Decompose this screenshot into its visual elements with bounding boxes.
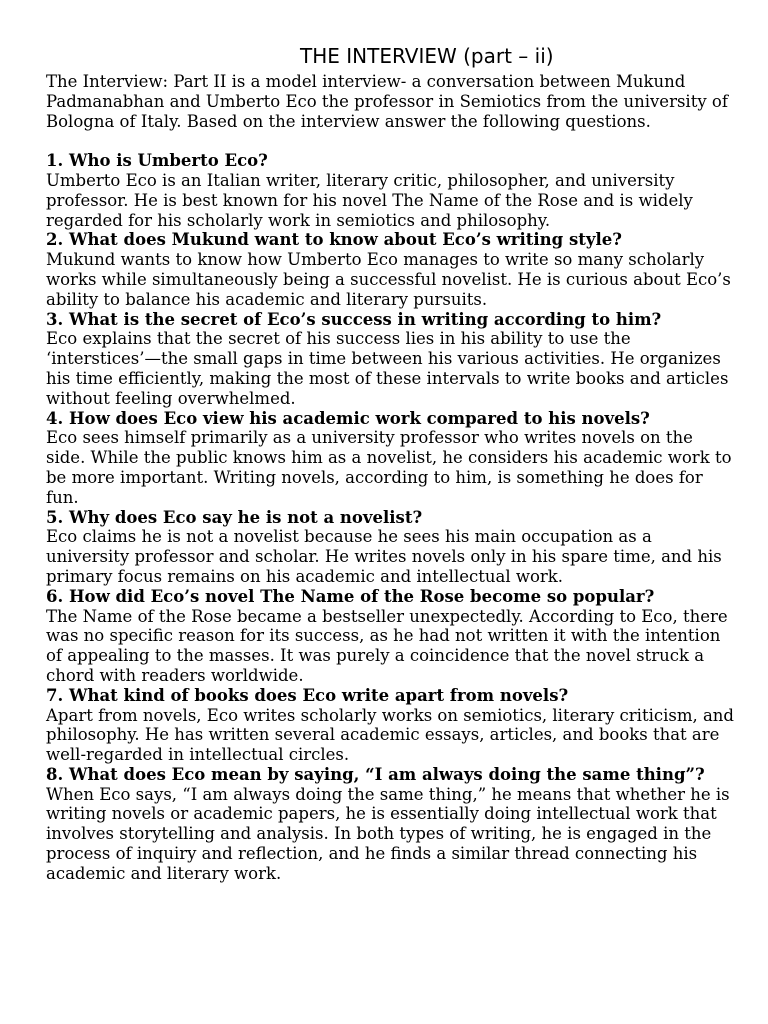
qa-item-8 xyxy=(46,765,736,884)
answer-3: Eco explains that the secret of his success lies in his ability to use the ‘interstices’—the small gaps in time between his various activities. He organizes his time efficiently, making the most of these intervals to write books and articles without feeling overwhelmed. xyxy=(46,329,729,408)
qa-item-3 xyxy=(46,310,736,409)
question-4: 4. How does Eco view his academic work compared to his novels? xyxy=(46,408,650,428)
answer-5: Eco claims he is not a novelist because he sees his main occupation as a university professor and scholar. He writes novels only in his spare time, and his primary focus remains on his academic and intellectual work. xyxy=(46,527,722,586)
qa-item-1 xyxy=(46,151,736,230)
qa-item-4 xyxy=(46,409,736,508)
document-title: THE INTERVIEW (part – ii) xyxy=(300,44,554,68)
answer-6: The Name of the Rose became a bestseller unexpectedly. According to Eco, there was no specific reason for its success, as he had not written it with the intention of appealing to the masses. It was purely a coincidence that the novel struck a chord with readers worldwide. xyxy=(46,606,728,685)
document-page xyxy=(46,40,736,884)
question-7: 7. What kind of books does Eco write apart from novels? xyxy=(46,685,569,705)
question-3: 3. What is the secret of Eco’s success in writing according to him? xyxy=(46,309,662,329)
question-5: 5. Why does Eco say he is not a novelist? xyxy=(46,507,423,527)
qa-item-5 xyxy=(46,508,736,587)
intro-paragraph: The Interview: Part II is a model interview- a conversation between Mukund Padmanabhan and Umberto Eco the professor in Semiotics from the university of Bologna of Italy. Based on the interview answer the following questions. xyxy=(46,72,728,131)
question-1: 1. Who is Umberto Eco? xyxy=(46,151,268,171)
qa-item-7 xyxy=(46,686,736,765)
qa-item-6 xyxy=(46,587,736,686)
question-2: 2. What does Mukund want to know about Eco’s writing style? xyxy=(46,230,622,250)
answer-7: Apart from novels, Eco writes scholarly works on semiotics, literary criticism, and philosophy. He has written several academic essays, articles, and books that are well-regarded in intellectual circles. xyxy=(46,705,734,765)
question-6: 6. How did Eco’s novel The Name of the Rose become so popular? xyxy=(46,586,655,606)
answer-2: Mukund wants to know how Umberto Eco manages to write so many scholarly works while simultaneously being a successful novelist. He is curious about Eco’s ability to balance his academic and literary pursuits. xyxy=(46,250,731,309)
answer-4: Eco sees himself primarily as a university professor who writes novels on the side. While the public knows him as a novelist, he considers his academic work to be more important. Writing novels, according to him, is something he does for fun. xyxy=(46,428,732,507)
qa-item-2 xyxy=(46,230,736,309)
answer-1: Umberto Eco is an Italian writer, literary critic, philosopher, and university professor. He is best known for his novel The Name of the Rose and is widely regarded for his scholarly work in semiotics and philosophy. xyxy=(46,170,693,230)
question-8: 8. What does Eco mean by saying, “I am always doing the same thing”? xyxy=(46,764,705,784)
answer-8: When Eco says, “I am always doing the same thing,” he means that whether he is writing novels or academic papers, he is essentially doing intellectual work that involves storytelling and analysis. In both types of writing, he is engaged in the process of inquiry and reflection, and he finds a similar thread connecting his academic and literary work. xyxy=(46,784,730,883)
